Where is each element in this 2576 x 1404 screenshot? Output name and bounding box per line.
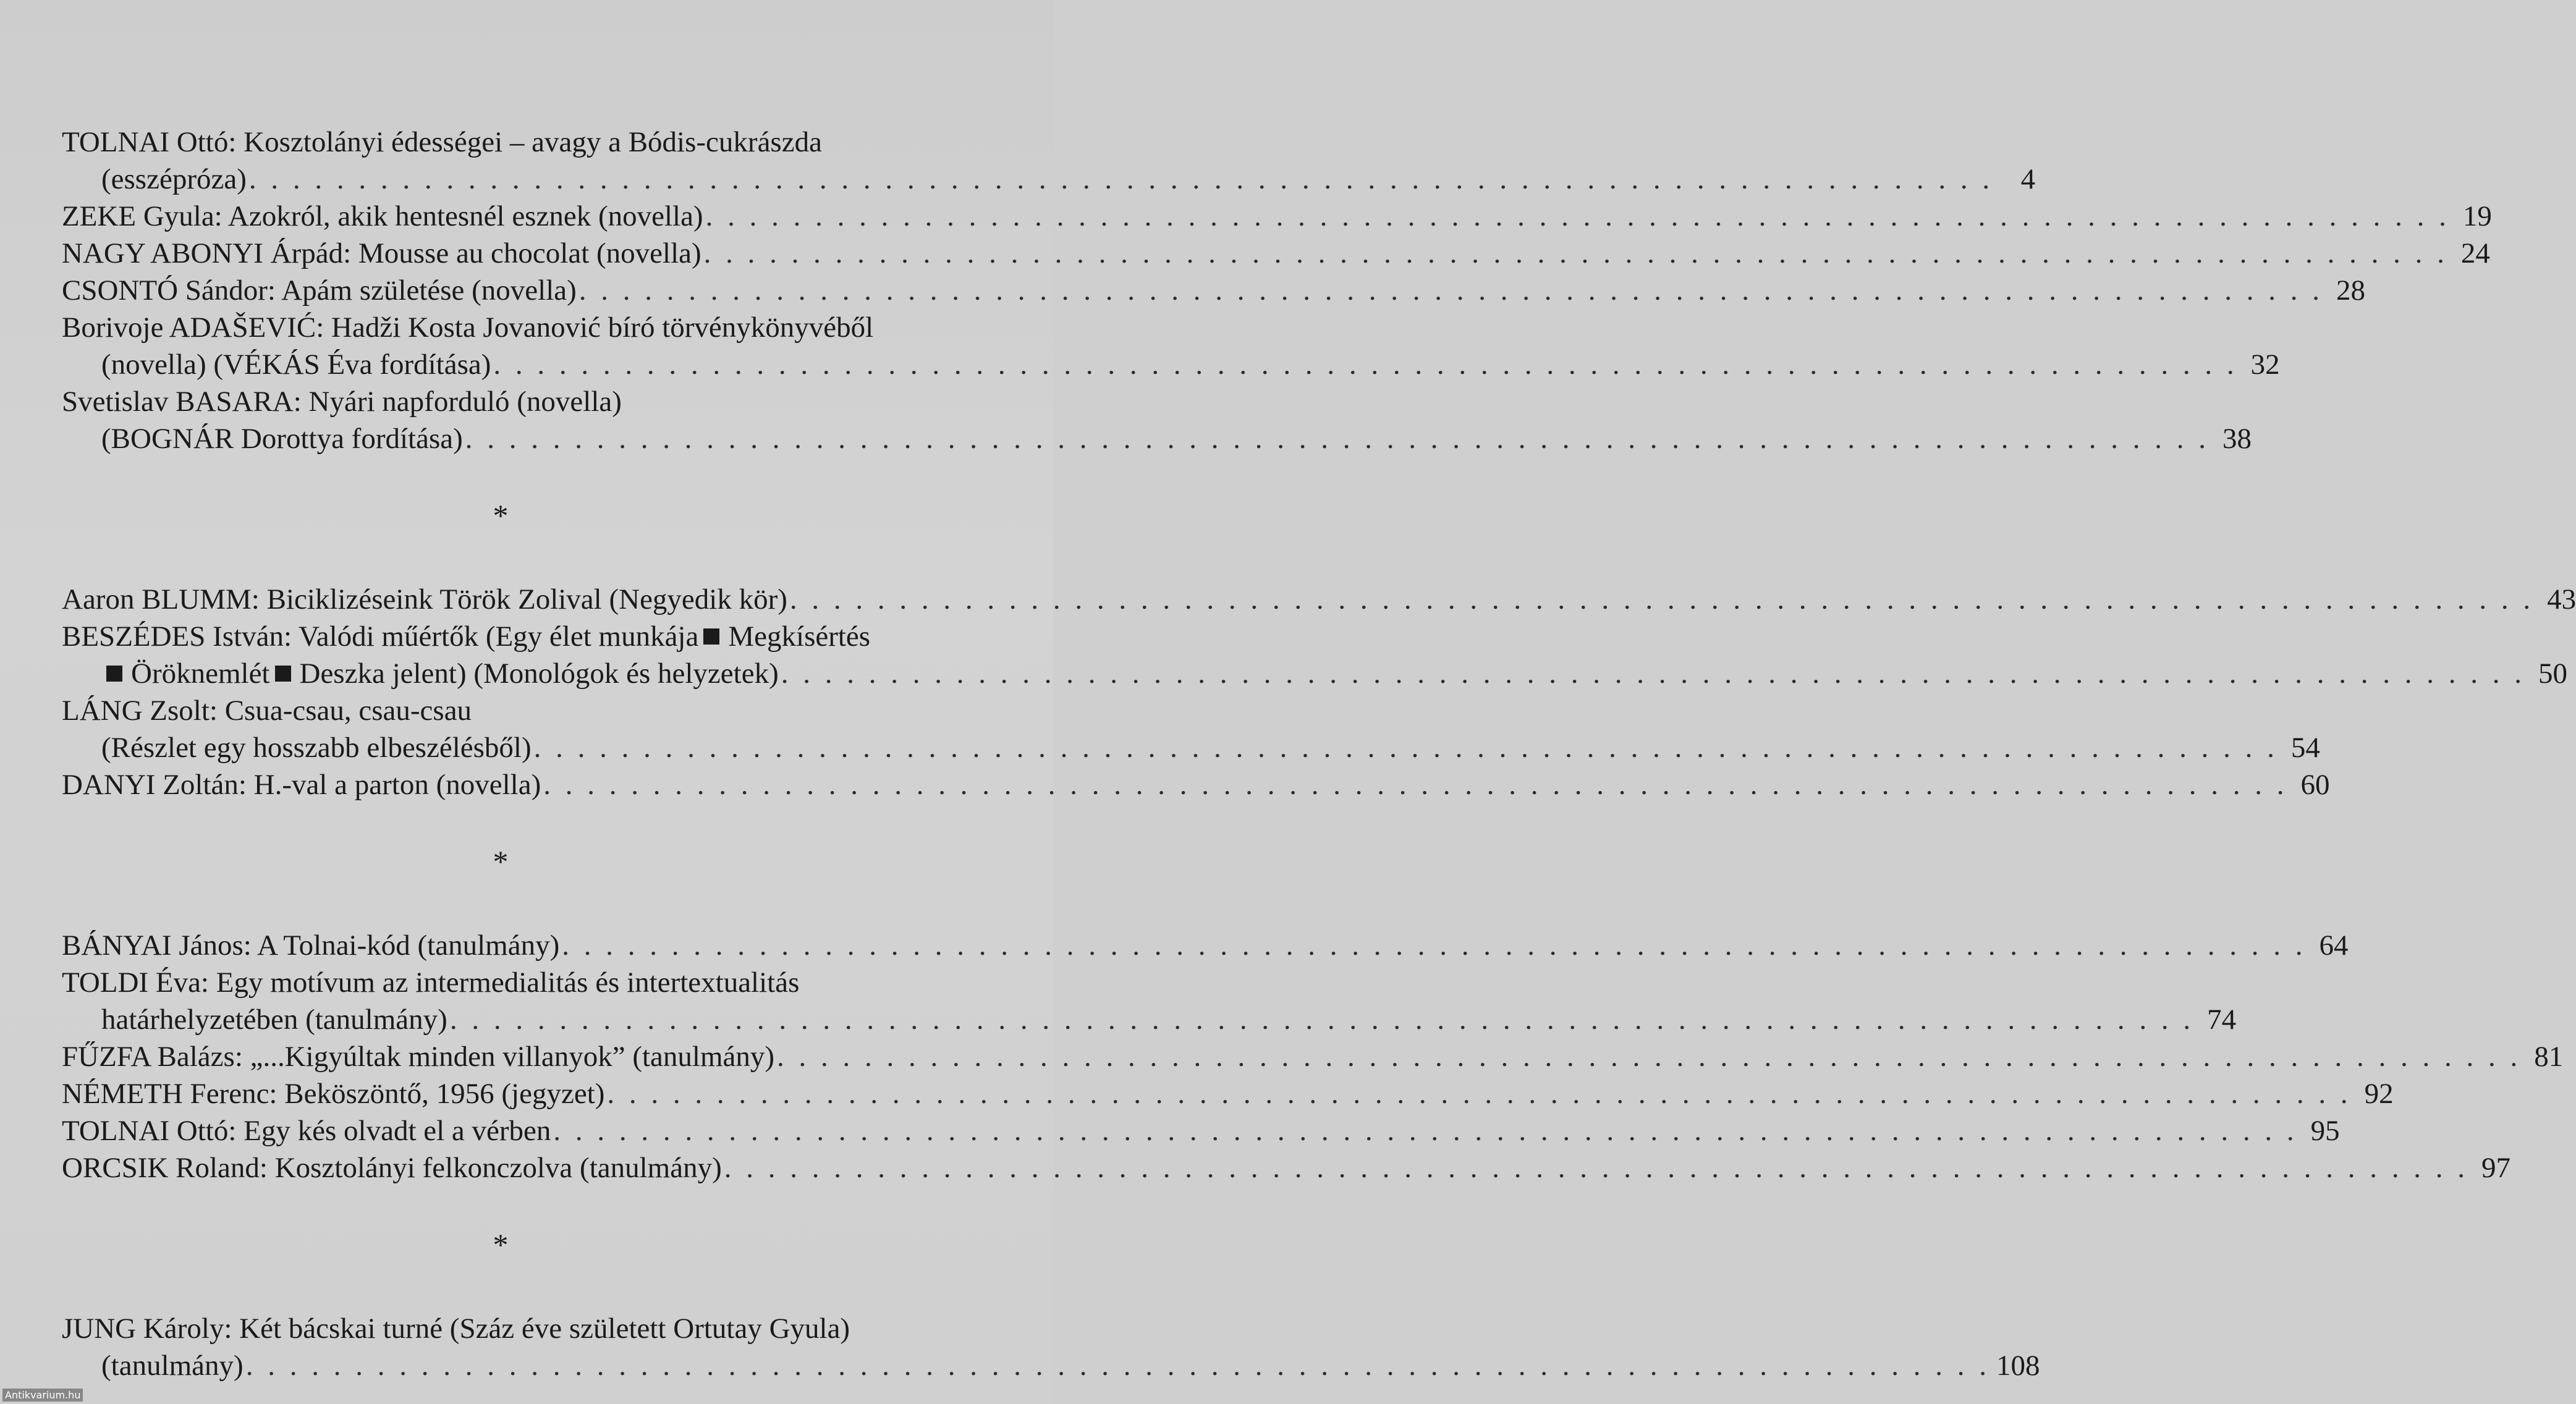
entry-title (101, 655, 779, 692)
dot-leader: . . . . . . . . . . . . . . . . . . . . . . . . . . . . . . . . . . . . . . . . . . . . . . . . . . . . . . . . . . . . . . . . . . . . . . . . . . . . . . . . (248, 163, 1994, 195)
toc-entry-line (62, 618, 939, 655)
page-number: 97 (2481, 1152, 2510, 1184)
page-number: 24 (2460, 237, 2490, 269)
entry-title: (novella) (VÉKÁS Éva fordítása) (101, 349, 491, 381)
toc-entry-line (62, 235, 2490, 272)
square-bullet-icon (275, 666, 291, 682)
dot-leader: . . . . . . . . . . . . . . . . . . . . . . . . . . . . . . . . . . . . . . . . . . . . . . . . . . . . . . . . . . . . . . . . . . . . . . . . . . . . . . . . (562, 929, 2307, 962)
page-number: 81 (2534, 1041, 2564, 1073)
entry-title: (Részlet egy hosszabb elbeszélésből) (101, 732, 532, 764)
toc-entry-continuation (62, 1001, 2237, 1038)
page-number: 60 (2300, 769, 2330, 801)
page-number: 50 (2538, 658, 2567, 690)
toc-entry (62, 383, 2252, 457)
table-of-contents (62, 124, 2576, 1384)
toc-entry (62, 124, 2036, 198)
entry-title: Borivoje ADAŠEVIĆ: Hadži Kosta Jovanović bíró törvénykönyvéből (62, 311, 874, 344)
toc-entry-line (62, 1149, 2510, 1186)
entry-title-segment: Öröknemlét (131, 658, 270, 690)
page-number: 4 (2020, 163, 2036, 195)
toc-entry-line (62, 198, 2492, 235)
toc-entry (62, 692, 2320, 766)
entry-title: TOLNAI Ottó: Egy kés olvadt el a vérben (62, 1115, 551, 1147)
toc-entry-line (62, 124, 939, 161)
toc-entry (62, 309, 2280, 383)
toc-entry-line (62, 927, 2349, 964)
entry-title (62, 618, 870, 655)
toc-entry-line (62, 1112, 2340, 1149)
toc-entry-line (62, 964, 939, 1001)
toc-entry-continuation (62, 729, 2320, 766)
dot-leader: . . . . . . . . . . . . . . . . . . . . . . . . . . . . . . . . . . . . . . . . . . . . . . . . . . . . . . . . . . . . . . . . . . . . . . . . . . . . . . . . (465, 423, 2210, 455)
dot-leader: . . . . . . . . . . . . . . . . . . . . . . . . . . . . . . . . . . . . . . . . . . . . . . . . . . . . . . . . . . . . . . . . . . . . . . . . . . . . . . . . (607, 1078, 2352, 1110)
toc-entry (62, 1112, 2340, 1149)
entry-title-segment: Deszka jelent) (Monológok és helyzetek) (299, 658, 779, 690)
toc-entry (62, 1310, 2040, 1384)
dot-leader: . . . . . . . . . . . . . . . . . . . . . . . . . . . . . . . . . . . . . . . . . . . . . . . . . . . . . . . . . . . . . . . . . . . . . . . . . . . . . . . . (543, 769, 2288, 801)
toc-entry (62, 618, 2567, 692)
entry-title-segment: BESZÉDES István: Valódi műértők (Egy élet munkája (62, 620, 699, 653)
entry-title: JUNG Károly: Két bácskai turné (Száz éve született Ortutay Gyula) (62, 1313, 850, 1345)
page-number: 38 (2222, 423, 2252, 455)
separator-asterisk: * (493, 498, 509, 533)
toc-entry (62, 927, 2349, 964)
page-number: 43 (2547, 583, 2576, 615)
entry-title: (esszépróza) (101, 163, 247, 195)
entry-title: BÁNYAI János: A Tolnai-kód (tanulmány) (62, 929, 560, 962)
toc-entry-line (62, 383, 939, 420)
dot-leader: . . . . . . . . . . . . . . . . . . . . . . . . . . . . . . . . . . . . . . . . . . . . . . . . . . . . . . . . . . . . . . . . . . . . . . . . . . . . . . . . (724, 1152, 2468, 1184)
entry-title: TOLDI Éva: Egy motívum az intermedialitás és intertextualitás (62, 966, 800, 999)
toc-entry-line (62, 309, 939, 346)
toc-entry-continuation (62, 1347, 2040, 1384)
section-separator (62, 457, 939, 581)
dot-leader: . . . . . . . . . . . . . . . . . . . . . . . . . . . . . . . . . . . . . . . . . . . . . . . . . . . . . . . . . . . . . . . . . . . . . . . . . . . . . . . . (553, 1115, 2298, 1147)
entry-title: TOLNAI Ottó: Kosztolányi édességei – avagy a Bódis-cukrászda (62, 126, 822, 158)
toc-entry-continuation (62, 420, 2252, 457)
square-bullet-icon (106, 666, 122, 682)
toc-entry-continuation (62, 161, 2036, 198)
dot-leader: . . . . . . . . . . . . . . . . . . . . . . . . . . . . . . . . . . . . . . . . . . . . . . . . . . . . . . . . . . . . . . . . . . . . . . . . . . . . . . . . (449, 1004, 2195, 1036)
page-number: 95 (2310, 1115, 2340, 1147)
page-number: 92 (2364, 1078, 2394, 1110)
watermark: Antikvarium.hu (2, 1389, 83, 1402)
separator-asterisk: * (493, 1227, 509, 1262)
entry-title: (BOGNÁR Dorottya fordítása) (101, 423, 463, 455)
entry-title: NÉMETH Ferenc: Beköszöntő, 1956 (jegyzet) (62, 1078, 605, 1110)
entry-title: CSONTÓ Sándor: Apám születése (novella) (62, 274, 577, 307)
toc-entry-continuation (62, 346, 2280, 383)
entry-title: ORCSIK Roland: Kosztolányi felkonczolva (tanulmány) (62, 1152, 722, 1184)
entry-title-segment: Megkísértés (728, 620, 871, 653)
entry-title: NAGY ABONYI Árpád: Mousse au chocolat (novella) (62, 237, 701, 269)
page-number: 32 (2250, 349, 2280, 381)
entry-title: határhelyzetében (tanulmány) (101, 1004, 447, 1036)
toc-entry-line (62, 1310, 939, 1347)
dot-leader: . . . . . . . . . . . . . . . . . . . . . . . . . . . . . . . . . . . . . . . . . . . . . . . . . . . . . . . . . . . . . . . . . . . . . . . . . . . . . . . . (781, 658, 2525, 690)
entry-title: ZEKE Gyula: Azokról, akik hentesnél esznek (novella) (62, 200, 703, 232)
dot-leader: . . . . . . . . . . . . . . . . . . . . . . . . . . . . . . . . . . . . . . . . . . . . . . . . . . . . . . . . . . . . . . . . . . . . . . . . . . . . . . . . (245, 1350, 1990, 1382)
dot-leader: . . . . . . . . . . . . . . . . . . . . . . . . . . . . . . . . . . . . . . . . . . . . . . . . . . . . . . . . . . . . . . . . . . . . . . . . . . . . . . . . (777, 1041, 2522, 1073)
dot-leader: . . . . . . . . . . . . . . . . . . . . . . . . . . . . . . . . . . . . . . . . . . . . . . . . . . . . . . . . . . . . . . . . . . . . . . . . . . . . . . . . (703, 237, 2448, 269)
section-separator (62, 1186, 939, 1310)
toc-entry (62, 581, 2576, 618)
toc-entry-line (62, 1075, 2394, 1112)
toc-entry-line (62, 692, 939, 729)
toc-entry (62, 235, 2490, 272)
entry-title: (tanulmány) (101, 1350, 244, 1382)
toc-entry-line (62, 766, 2330, 803)
toc-entry-line (62, 581, 2576, 618)
toc-entry-continuation (62, 655, 2567, 692)
page-number: 28 (2336, 274, 2366, 307)
entry-title: FŰZFA Balázs: „...Kigyúltak minden villanyok” (tanulmány) (62, 1041, 775, 1073)
toc-entry (62, 1149, 2510, 1186)
dot-leader: . . . . . . . . . . . . . . . . . . . . . . . . . . . . . . . . . . . . . . . . . . . . . . . . . . . . . . . . . . . . . . . . . . . . . . . . . . . . . . . . (533, 732, 2278, 764)
toc-entry (62, 964, 2237, 1038)
square-bullet-icon (703, 628, 719, 645)
toc-entry (62, 1075, 2394, 1112)
dot-leader: . . . . . . . . . . . . . . . . . . . . . . . . . . . . . . . . . . . . . . . . . . . . . . . . . . . . . . . . . . . . . . . . . . . . . . . . . . . . . . . . (789, 583, 2535, 615)
entry-title: LÁNG Zsolt: Csua-csau, csau-csau (62, 695, 472, 727)
toc-entry-line (62, 272, 2366, 309)
page-number: 108 (1996, 1350, 2040, 1382)
entry-title: Svetislav BASARA: Nyári napforduló (novella) (62, 386, 622, 418)
toc-entry-line (62, 1038, 2564, 1075)
toc-entry (62, 272, 2366, 309)
dot-leader: . . . . . . . . . . . . . . . . . . . . . . . . . . . . . . . . . . . . . . . . . . . . . . . . . . . . . . . . . . . . . . . . . . . . . . . . . . . . . . . . (578, 274, 2324, 307)
toc-entry (62, 766, 2330, 803)
page-number: 74 (2207, 1004, 2237, 1036)
entry-title: Aaron BLUMM: Biciklizéseink Török Zolival (Negyedik kör) (62, 583, 787, 615)
page-number: 64 (2319, 929, 2349, 962)
entry-title: DANYI Zoltán: H.-val a parton (novella) (62, 769, 541, 801)
dot-leader: . . . . . . . . . . . . . . . . . . . . . . . . . . . . . . . . . . . . . . . . . . . . . . . . . . . . . . . . . . . . . . . . . . . . . . . . . . . . . . . . (705, 200, 2450, 232)
toc-entry (62, 198, 2492, 235)
section-separator (62, 803, 939, 927)
page-number: 54 (2290, 732, 2320, 764)
dot-leader: . . . . . . . . . . . . . . . . . . . . . . . . . . . . . . . . . . . . . . . . . . . . . . . . . . . . . . . . . . . . . . . . . . . . . . . . . . . . . . . . (493, 349, 2238, 381)
separator-asterisk: * (493, 844, 509, 879)
toc-entry (62, 1038, 2564, 1075)
page-number: 19 (2462, 200, 2492, 232)
